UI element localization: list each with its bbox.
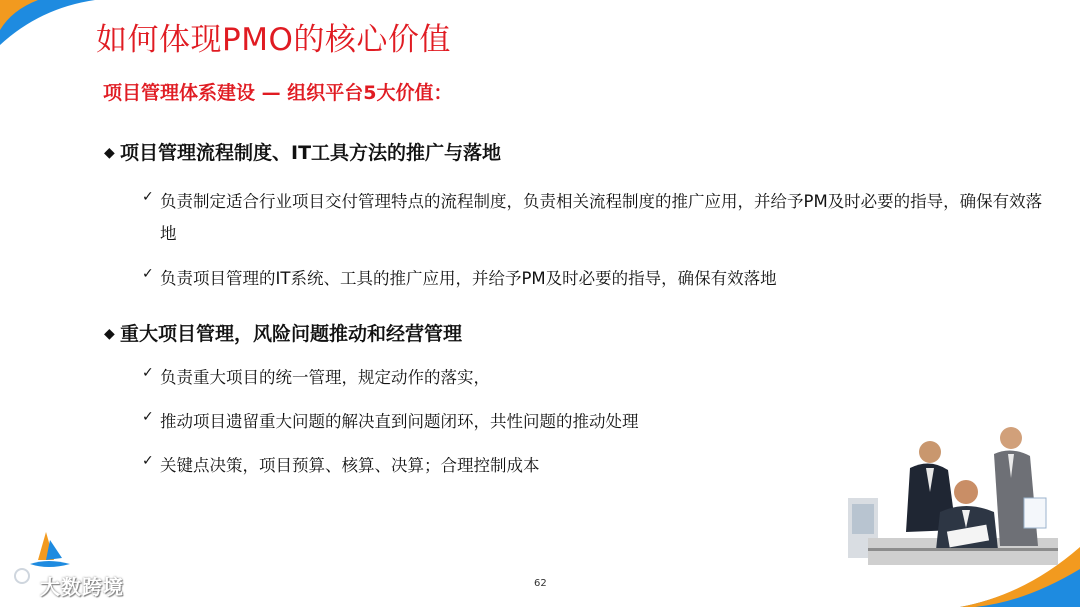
section-heading-1 bbox=[104, 138, 501, 165]
check-icon: ✓ bbox=[142, 189, 154, 205]
check-icon: ✓ bbox=[142, 266, 154, 282]
list-item-text: 推动项目遗留重大问题的解决直到问题闭环，共性问题的推动处理 bbox=[160, 412, 639, 431]
section-heading-2 bbox=[104, 319, 462, 346]
list-item-text: 负责项目管理的IT系统、工具的推广应用，并给予PM及时必要的指导，确保有效落地 bbox=[160, 269, 777, 288]
business-team-photo bbox=[848, 420, 1058, 565]
diamond-bullet-icon: ◆ bbox=[104, 145, 115, 161]
list-item bbox=[142, 263, 1052, 295]
check-icon: ✓ bbox=[142, 409, 154, 425]
list-item-text: 负责重大项目的统一管理，规定动作的落实， bbox=[160, 368, 490, 387]
slide-subtitle: 项目管理体系建设 — 组织平台5大价值： bbox=[103, 82, 453, 104]
brand-logo-text: 大数跨境 bbox=[40, 575, 124, 599]
diamond-bullet-icon: ◆ bbox=[104, 326, 115, 342]
section-heading-text: 重大项目管理，风险问题推动和经营管理 bbox=[120, 323, 463, 345]
corner-decoration-top-left bbox=[0, 0, 110, 50]
check-icon: ✓ bbox=[142, 453, 154, 469]
list-item-text: 关键点决策，项目预算、核算、决算；合理控制成本 bbox=[160, 456, 540, 475]
check-icon: ✓ bbox=[142, 365, 154, 381]
list-item bbox=[142, 186, 1052, 250]
list-item bbox=[142, 362, 1052, 394]
page-number: 62 bbox=[534, 578, 547, 589]
list-item-text: 负责制定适合行业项目交付管理特点的流程制度，负责相关流程制度的推广应用，并给予PM及时必要的指导，确保有效落地 bbox=[160, 192, 1043, 243]
slide-title: 如何体现PMO的核心价值 bbox=[96, 22, 451, 58]
section-heading-text: 项目管理流程制度、IT工具方法的推广与落地 bbox=[120, 142, 502, 164]
